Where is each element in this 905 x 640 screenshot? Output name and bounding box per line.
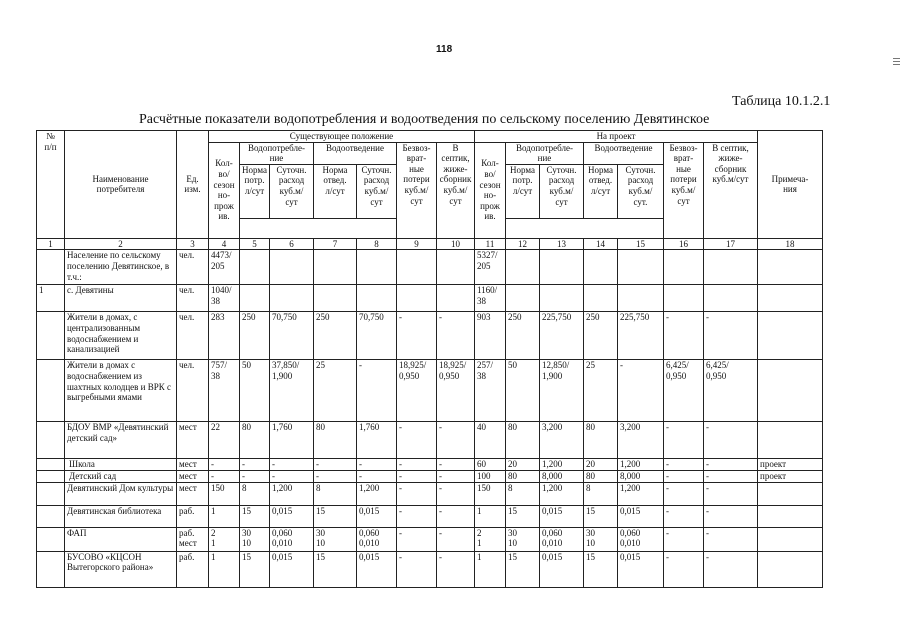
table-label: Таблица 10.1.2.1 [732,94,831,109]
table-cell: 15 [314,505,357,527]
table-row [37,360,823,422]
table-cell: 150 [209,482,240,505]
table-cell [664,285,704,312]
table-cell: 25 [584,360,618,422]
table-cell [584,250,618,285]
table-cell [758,360,823,422]
table-cell: 0,015 [357,551,397,587]
table-cell: 80 [506,422,540,459]
row-name-cell: с. Девятины [65,285,177,312]
table-cell: 1 [37,285,65,312]
table-cell: - [397,422,437,459]
table-cell: - [357,360,397,422]
table-cell: 8 [584,482,618,505]
septic-project-header: В септик, жиже- сборник куб.м/сут [704,142,758,238]
table-cell: 2 1 [475,527,506,551]
table-cell [618,250,664,285]
table-cell [758,250,823,285]
table-cell: 50 [240,360,270,422]
table-cell: 1,760 [270,422,314,459]
table-title: Расчётные показатели водопотребления и водоотведения по сельскому поселению Девятинское [139,112,710,127]
table-cell: 6,425/ 0,950 [664,360,704,422]
table-cell [664,250,704,285]
table-row [37,285,823,312]
table-cell [437,285,475,312]
table-cell: 1 [209,551,240,587]
column-number-row [37,238,823,250]
table-cell: 3,200 [618,422,664,459]
col-name-header: Наименование потребителя [65,131,177,239]
table-body [37,250,823,587]
table-cell: 15 [506,505,540,527]
table-cell: - [437,527,475,551]
table-cell: - [704,471,758,483]
norm-use-project-header: Норма потр. л/сут [506,164,540,218]
column-number-cell: 10 [437,238,475,250]
water-use-project-header: Водопотребле- ние [506,142,584,164]
table-row [37,422,823,459]
table-cell: раб. [177,551,209,587]
table-cell [37,505,65,527]
table-cell: 1 [475,551,506,587]
table-cell: 15 [240,551,270,587]
table-cell: - [397,471,437,483]
table-cell [37,459,65,471]
table-cell [758,505,823,527]
table-cell: - [397,551,437,587]
table-cell [240,250,270,285]
table-cell [314,250,357,285]
table-cell: - [704,312,758,360]
table-cell: 1160/ 38 [475,285,506,312]
table-cell: 0,015 [540,551,584,587]
table-cell: 30 10 [240,527,270,551]
table-cell [704,250,758,285]
column-number-cell: 15 [618,238,664,250]
daily-drain-project-header: Суточн. расход куб.м/ сут. [618,164,664,218]
table-cell: 2 1 [209,527,240,551]
table-row [37,312,823,360]
table-cell: мест [177,482,209,505]
table-cell [37,360,65,422]
table-cell [37,250,65,285]
table-cell [758,551,823,587]
table-cell: 1040/ 38 [209,285,240,312]
table-cell: 0,015 [618,551,664,587]
table-cell: 20 [506,459,540,471]
column-number-cell: 11 [475,238,506,250]
column-number-cell: 9 [397,238,437,250]
row-name-cell: Школа [65,459,177,471]
table-cell: - [209,471,240,483]
table-cell [314,285,357,312]
table-cell: 0,015 [357,505,397,527]
table-cell: - [240,459,270,471]
notes-header: Примеча- ния [758,131,823,239]
column-number-cell: 6 [270,238,314,250]
table-cell: - [704,459,758,471]
table-cell: мест [177,422,209,459]
table-cell: 25 [314,360,357,422]
table-cell: 15 [506,551,540,587]
table-cell: - [270,471,314,483]
table-cell [540,285,584,312]
table-cell: 18,925/ 0,950 [437,360,475,422]
table-cell: 30 10 [506,527,540,551]
row-name-cell: Население по сельскому поселению Девятинское, в т.ч.: [65,250,177,285]
table-cell: - [437,422,475,459]
table-cell: - [314,459,357,471]
losses-header: Безвоз- врат- ные потери куб.м/ сут [397,142,437,238]
table-row [37,551,823,587]
table-cell: 22 [209,422,240,459]
table-cell: 150 [475,482,506,505]
table-cell: 8,000 [540,471,584,483]
daily-use-project-header: Суточн. расход куб.м/ сут [540,164,584,218]
table-cell: 1,200 [357,482,397,505]
column-number-cell: 2 [65,238,177,250]
table-cell: - [397,459,437,471]
table-cell: 0,060 0,010 [270,527,314,551]
table-cell: - [437,312,475,360]
table-cell: 30 10 [584,527,618,551]
table-row [37,471,823,483]
table-cell: 0,060 0,010 [540,527,584,551]
table-cell: - [664,312,704,360]
septic-header: В септик, жиже- сборник куб.м/ сут [437,142,475,238]
table-cell: 903 [475,312,506,360]
table-cell: 20 [584,459,618,471]
column-number-cell: 14 [584,238,618,250]
table-cell: 250 [506,312,540,360]
table-cell [357,285,397,312]
row-name-cell: БДОУ ВМР «Девятинский детский сад» [65,422,177,459]
column-number-cell: 4 [209,238,240,250]
table-cell: 225,750 [618,312,664,360]
table-cell: 37,850/ 1,900 [270,360,314,422]
table-cell: мест [177,459,209,471]
table-cell [758,422,823,459]
table-cell: - [618,360,664,422]
table-cell: 0,015 [540,505,584,527]
table-cell: - [397,482,437,505]
table-cell [240,285,270,312]
table-cell: 283 [209,312,240,360]
row-name-cell: Детский сад [65,471,177,483]
table-cell: - [664,505,704,527]
table-cell: мест [177,471,209,483]
table-cell [540,250,584,285]
norm-drain-header: Норма отвед. л/сут [314,164,357,218]
column-number-cell: 17 [704,238,758,250]
table-cell: 60 [475,459,506,471]
table-cell: 1,200 [540,459,584,471]
table-cell: 12,850/ 1,900 [540,360,584,422]
table-cell: - [357,459,397,471]
table-cell: 0,015 [270,505,314,527]
table-cell [37,551,65,587]
table-cell: 8 [314,482,357,505]
column-number-cell: 1 [37,238,65,250]
table-cell: 250 [314,312,357,360]
row-name-cell: Девятинский Дом культуры [65,482,177,505]
table-cell: 3,200 [540,422,584,459]
table-cell: 80 [314,422,357,459]
row-name-cell: БУСОВО «КЦСОН Вытегорского района» [65,551,177,587]
daily-drain-header: Суточн. расход куб.м/ сут [357,164,397,218]
table-cell: 15 [314,551,357,587]
col-num-header: № п/п [37,131,65,239]
table-row [37,459,823,471]
table-cell: 757/ 38 [209,360,240,422]
column-number-cell: 18 [758,238,823,250]
table-cell: - [437,459,475,471]
table-cell [270,285,314,312]
table-cell: 6,425/ 0,950 [704,360,758,422]
table-row [37,505,823,527]
table-cell [704,285,758,312]
row-name-cell: ФАП [65,527,177,551]
table-cell: чел. [177,312,209,360]
table-cell: чел. [177,285,209,312]
table-cell: раб. мест [177,527,209,551]
page-number: 118 [436,44,453,55]
project-header: На проект [475,131,758,143]
table-cell: - [664,551,704,587]
table-cell: - [437,551,475,587]
table-cell: - [240,471,270,483]
table-cell: 0,015 [270,551,314,587]
table-cell: 15 [584,551,618,587]
table-cell [37,482,65,505]
table-cell [618,285,664,312]
table-cell: - [664,527,704,551]
table-cell: - [437,471,475,483]
table-cell: 80 [584,471,618,483]
row-name-cell: Жители в домах, с централизованным водоснабжением и канализацией [65,312,177,360]
table-cell: 1,200 [540,482,584,505]
column-number-cell: 3 [177,238,209,250]
water-use-header: Водопотребле- ние [240,142,314,164]
table-cell: 1 [475,505,506,527]
row-name-cell: Девятинская библиотека [65,505,177,527]
table-cell [357,250,397,285]
table-cell: - [664,422,704,459]
table-cell: проект [758,459,823,471]
table-cell: проект [758,471,823,483]
table-cell: 4473/ 205 [209,250,240,285]
table-cell: 0,060 0,010 [357,527,397,551]
table-cell: - [357,471,397,483]
column-number-cell: 16 [664,238,704,250]
table-cell: 0,015 [618,505,664,527]
table-cell: 250 [240,312,270,360]
water-table [36,130,823,588]
table-cell [758,527,823,551]
table-cell: - [314,471,357,483]
row-name-cell: Жители в домах с водоснабжением из шахтных колодцев и ВРК с выгребными ямами [65,360,177,422]
table-cell: 250 [584,312,618,360]
table-cell: 0,060 0,010 [618,527,664,551]
count-project-header: Кол- во/ сезон но- прож ив. [475,142,506,238]
table-cell: 1,200 [618,482,664,505]
table-cell: 70,750 [357,312,397,360]
table-cell [506,285,540,312]
table-cell: 80 [240,422,270,459]
table-cell: 80 [506,471,540,483]
norm-drain-project-header: Норма отвед. л/сут [584,164,618,218]
existing-header: Существующее положение [209,131,475,143]
table-cell [37,471,65,483]
column-number-cell: 13 [540,238,584,250]
table-cell [270,250,314,285]
table-cell: 8 [506,482,540,505]
table-cell: - [704,527,758,551]
table-cell [397,285,437,312]
table-cell: - [664,482,704,505]
column-number-cell: 5 [240,238,270,250]
table-cell [437,250,475,285]
table-cell: 257/ 38 [475,360,506,422]
table-cell: 1,200 [618,459,664,471]
daily-use-header: Суточн. расход куб.м/ сут [270,164,314,218]
table-cell: - [704,422,758,459]
table-cell [37,527,65,551]
table-cell: 30 10 [314,527,357,551]
table-cell: 225,750 [540,312,584,360]
table-cell [758,285,823,312]
table-cell: 40 [475,422,506,459]
table-cell [584,285,618,312]
table-cell: раб. [177,505,209,527]
table-cell: - [664,471,704,483]
table-cell: - [704,551,758,587]
scroll-grip-icon[interactable] [893,58,900,67]
table-cell [506,250,540,285]
table-cell: - [209,459,240,471]
table-cell: 15 [584,505,618,527]
column-number-cell: 7 [314,238,357,250]
table-cell: - [664,459,704,471]
table-cell: - [437,482,475,505]
table-cell [758,312,823,360]
drainage-header: Водоотведение [314,142,397,164]
table-row [37,527,823,551]
table-cell: 8 [240,482,270,505]
table-cell: - [437,505,475,527]
table-cell: 80 [584,422,618,459]
table-row [37,250,823,285]
table-cell: - [270,459,314,471]
table-cell: 15 [240,505,270,527]
table-cell: 1,200 [270,482,314,505]
table-cell: 18,925/ 0,950 [397,360,437,422]
table-cell: 100 [475,471,506,483]
table-cell: - [704,505,758,527]
column-number-cell: 8 [357,238,397,250]
table-cell [37,422,65,459]
table-cell: чел. [177,360,209,422]
table-cell: 8,000 [618,471,664,483]
table-cell: 1 [209,505,240,527]
table-cell [37,312,65,360]
table-cell: 1,760 [357,422,397,459]
column-number-cell: 12 [506,238,540,250]
table-cell: - [704,482,758,505]
table-cell: - [397,527,437,551]
table-cell [758,482,823,505]
table-cell: - [397,505,437,527]
losses-project-header: Безвоз- врат- ные потери куб.м/ сут [664,142,704,238]
table-cell: 5327/ 205 [475,250,506,285]
table-cell: 50 [506,360,540,422]
table-cell: чел. [177,250,209,285]
table-cell: - [397,312,437,360]
drainage-project-header: Водоотведение [584,142,664,164]
norm-use-header: Норма потр. л/сут [240,164,270,218]
table-row [37,482,823,505]
col-unit-header: Ед. изм. [177,131,209,239]
table-cell [397,250,437,285]
count-header: Кол- во/ сезон но- прож ив. [209,142,240,238]
table-cell: 70,750 [270,312,314,360]
